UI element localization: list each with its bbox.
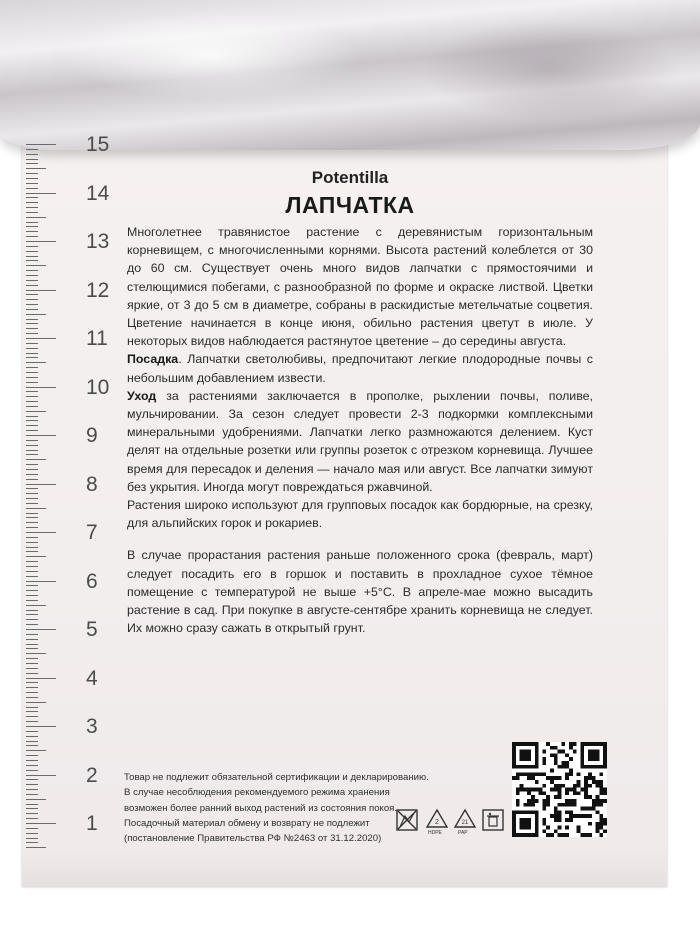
ruler-tick — [26, 260, 38, 261]
ruler-tick — [26, 561, 38, 562]
ruler-tick — [26, 741, 38, 742]
ruler-tick — [26, 479, 38, 480]
ruler-tick — [26, 760, 38, 761]
ruler-tick — [26, 387, 56, 388]
ruler-tick — [26, 309, 38, 310]
ruler-tick — [26, 323, 38, 324]
ruler-tick — [26, 527, 38, 528]
ruler-tick — [26, 682, 38, 683]
care-label: Уход — [127, 388, 157, 403]
ruler-tick — [26, 644, 38, 645]
ruler-tick — [26, 459, 46, 460]
ruler-number: 15 — [86, 133, 110, 156]
ruler-tick — [26, 648, 38, 649]
ruler-tick — [26, 498, 38, 499]
ruler-tick — [26, 159, 38, 160]
legal-footer — [124, 770, 429, 846]
ruler-tick — [26, 348, 38, 349]
ruler-tick — [26, 290, 56, 291]
ruler-tick — [26, 547, 38, 548]
ruler-tick — [26, 784, 38, 785]
ruler-tick — [26, 629, 56, 630]
ruler-tick — [26, 231, 38, 232]
ruler-tick — [26, 590, 38, 591]
ruler-tick — [26, 353, 38, 354]
ruler-tick — [26, 294, 38, 295]
ruler-tick — [26, 314, 46, 315]
hdpe-code: 2 — [435, 819, 439, 826]
footer-line: Товар не подлежит обязательной сертификации и декларированию. — [124, 772, 429, 783]
ruler-tick — [26, 450, 38, 451]
care-paragraph — [127, 387, 593, 496]
packaging-symbols — [395, 808, 515, 848]
ruler-number: 2 — [86, 763, 98, 787]
ruler-number: 11 — [86, 327, 108, 350]
ruler-tick — [26, 275, 38, 276]
ruler-tick — [26, 149, 38, 150]
ruler-tick — [26, 522, 38, 523]
ruler-number: 3 — [86, 715, 98, 738]
ruler-tick — [26, 736, 38, 737]
ruler-tick — [26, 474, 38, 475]
ruler-number: 1 — [86, 812, 98, 835]
ruler-number: 9 — [86, 424, 98, 447]
ruler-tick — [26, 154, 38, 155]
recycle-pap-icon — [453, 808, 477, 830]
latin-name: Potentilla — [311, 168, 389, 187]
ruler-tick — [26, 789, 38, 790]
ruler-tick — [26, 847, 46, 848]
ruler-tick — [26, 668, 38, 669]
ruler-tick — [26, 537, 38, 538]
ruler-tick — [26, 775, 56, 776]
trash-bin-icon — [481, 808, 505, 832]
planting-label: Посадка — [127, 352, 179, 367]
ruler-tick — [26, 144, 56, 145]
ruler-tick — [26, 576, 38, 577]
ruler-tick — [26, 285, 38, 286]
ruler-tick — [26, 702, 46, 703]
pap-code: 21 — [461, 820, 469, 826]
ruler-tick — [26, 241, 56, 242]
usage-paragraph: Растения широко используют для групповых посадок как бордюрные, на срезку, для альпийских горок и рокариев. — [127, 498, 593, 531]
ruler-tick — [26, 566, 38, 567]
planting-paragraph — [127, 350, 593, 386]
ruler-tick — [26, 163, 38, 164]
ruler-tick — [26, 411, 46, 412]
ruler-tick — [26, 551, 38, 552]
ruler-tick — [26, 799, 46, 800]
ruler-number: 12 — [86, 278, 110, 302]
ruler-tick — [26, 469, 38, 470]
ruler-tick — [26, 454, 38, 455]
intro-paragraph: Многолетнее травянистое растение с деревянистым горизонтальным корневищем, с многочисленными корнями. Высота растений колеблется от 30 до 60 см. Существует очень много видов лапчатки с прямостоячими и стелющимися побегами, с разнообразной по форме и окраске листвой. Цветки яркие, от 3 до 5 см в диаметре, собраны в раскидистые метельчатые соцветия. Цветение начинается в конце июня, обильно растения цветут в июле. У некоторых видов наблюдается растянутое цветение – до середины августа. — [127, 225, 593, 349]
ruler-tick — [26, 833, 38, 834]
ruler-tick — [26, 484, 56, 485]
ruler-tick — [26, 270, 38, 271]
ruler-tick — [26, 823, 56, 824]
ruler-tick — [26, 338, 56, 339]
product-title: ЛАПЧАТКА — [285, 192, 415, 218]
ruler-tick — [26, 435, 56, 436]
care-text: за растениями заключается в прополке, рыхлении почвы, поливе, мульчировании. За сезон следует провести 2-3 подкормки комплексными минеральными удобрениями. Лапчатки легко размножаются делением. Куст делят на отдельные розетки или группы розеток с отрезком корневища. Лучшее время для пересадок и деления — начало мая или август. Все лапчатки зимуют без укрытия. Иногда могут повреждаться ржавчиной. — [127, 388, 593, 494]
ruler-tick — [26, 226, 38, 227]
paragraph-gap — [127, 532, 593, 546]
qr-code-icon[interactable] — [512, 742, 607, 837]
ruler-number: 14 — [86, 181, 110, 205]
ruler-tick — [26, 813, 38, 814]
ruler-number: 4 — [86, 666, 98, 690]
no-food-contact-icon — [395, 808, 419, 832]
ruler-tick — [26, 416, 38, 417]
hdpe-label: HDPE — [428, 830, 442, 836]
ruler-tick — [26, 357, 38, 358]
ruler-tick — [26, 319, 38, 320]
ruler-tick — [26, 581, 56, 582]
ruler-tick — [26, 663, 38, 664]
ruler-tick — [26, 488, 38, 489]
ruler-tick — [26, 838, 38, 839]
ruler-tick — [26, 513, 38, 514]
ruler-tick — [26, 804, 38, 805]
ruler-tick — [26, 299, 38, 300]
ruler-tick — [26, 605, 46, 606]
ruler-tick — [26, 493, 38, 494]
ruler-tick — [26, 222, 38, 223]
ruler-tick — [26, 842, 38, 843]
ruler-tick — [26, 726, 56, 727]
ruler-tick — [26, 556, 46, 557]
ruler-tick — [26, 445, 38, 446]
ruler-tick — [26, 716, 38, 717]
ruler-tick — [26, 396, 38, 397]
ruler-tick — [26, 779, 38, 780]
footer-line: возможен более ранний выход растений из состояния покоя. — [124, 802, 398, 814]
ruler-number: 10 — [86, 375, 110, 399]
ruler-tick — [26, 610, 38, 611]
ruler-tick — [26, 818, 38, 819]
ruler-tick — [26, 711, 38, 712]
pap-label: PAP — [458, 830, 468, 836]
ruler-tick — [26, 508, 46, 509]
ruler-number: 7 — [86, 521, 98, 544]
ruler-tick — [26, 328, 38, 329]
ruler-tick — [26, 406, 38, 407]
ruler-tick — [26, 367, 38, 368]
ruler-number: 8 — [86, 472, 98, 496]
ruler-tick — [26, 430, 38, 431]
ruler-tick — [26, 658, 38, 659]
ruler-tick — [26, 265, 46, 266]
ruler-tick — [26, 794, 38, 795]
planting-text: . Лапчатки светолюбивы, предпочитают легкие плодородные почвы с небольшим добавлением извести. — [127, 352, 593, 385]
ruler-tick — [26, 517, 38, 518]
ruler-tick — [26, 624, 38, 625]
ruler-tick — [26, 401, 38, 402]
ruler-tick — [26, 246, 38, 247]
ruler-tick — [26, 639, 38, 640]
ruler-tick — [26, 532, 56, 533]
ruler-tick — [26, 571, 38, 572]
ruler-tick — [26, 808, 38, 809]
ruler-tick — [26, 755, 38, 756]
ruler-tick — [26, 382, 38, 383]
footer-line: Посадочный материал обмену и возврату не подлежит — [124, 817, 370, 829]
ruler-tick — [26, 251, 38, 252]
ruler-tick — [26, 731, 38, 732]
ruler-tick — [26, 619, 38, 620]
ruler-tick — [26, 333, 38, 334]
ruler-tick — [26, 425, 38, 426]
ruler-tick — [26, 503, 38, 504]
ruler-tick — [26, 236, 38, 237]
ruler-tick — [26, 770, 38, 771]
ruler-tick — [26, 464, 38, 465]
ruler-tick — [26, 440, 38, 441]
ruler-number: 5 — [86, 618, 98, 641]
ruler-tick — [26, 687, 38, 688]
footer-line: (постановление Правительства РФ №2463 от 31.12.2020) — [124, 833, 382, 845]
ruler-tick — [26, 585, 38, 586]
ruler — [22, 134, 120, 854]
ruler-tick — [26, 707, 38, 708]
plastic-bag-top — [0, 0, 700, 150]
ruler-tick — [26, 614, 38, 615]
recycle-hdpe-icon — [425, 808, 449, 830]
ruler-tick — [26, 692, 38, 693]
ruler-tick — [26, 653, 46, 654]
ruler-tick — [26, 542, 38, 543]
ruler-tick — [26, 391, 38, 392]
ruler-tick — [26, 697, 38, 698]
description-block — [127, 223, 593, 637]
ruler-tick — [26, 372, 38, 373]
bag-highlight — [60, 10, 360, 100]
ruler-tick — [26, 304, 38, 305]
ruler-tick — [26, 420, 38, 421]
ruler-tick — [26, 750, 46, 751]
ruler-tick — [26, 634, 38, 635]
ruler-tick — [26, 678, 56, 679]
ruler-tick — [26, 343, 38, 344]
footer-line: В случае несоблюдения рекомендуемого режима хранения — [124, 787, 390, 799]
ruler-tick — [26, 280, 38, 281]
card-bottom-shade — [22, 850, 667, 887]
storage-paragraph: В случае прорастания растения раньше положенного срока (февраль, март) следует посадить его в горшок и поставить в прохладное сухое тёмное помещение с температурой не выше +5°С. В апреле-мае можно высадить растение в сад. При покупке в августе-сентябре хранить корневища не следует. Их можно сразу сажать в открытый грунт. — [127, 548, 593, 636]
ruler-tick — [26, 256, 38, 257]
bag-shadow — [420, 20, 680, 120]
ruler-tick — [26, 600, 38, 601]
ruler-tick — [26, 745, 38, 746]
ruler-tick — [26, 377, 38, 378]
ruler-number: 13 — [86, 230, 110, 253]
ruler-tick — [26, 721, 38, 722]
ruler-tick — [26, 595, 38, 596]
ruler-number: 6 — [86, 569, 98, 593]
ruler-tick — [26, 828, 38, 829]
ruler-tick — [26, 673, 38, 674]
ruler-tick — [26, 362, 46, 363]
ruler-tick — [26, 765, 38, 766]
